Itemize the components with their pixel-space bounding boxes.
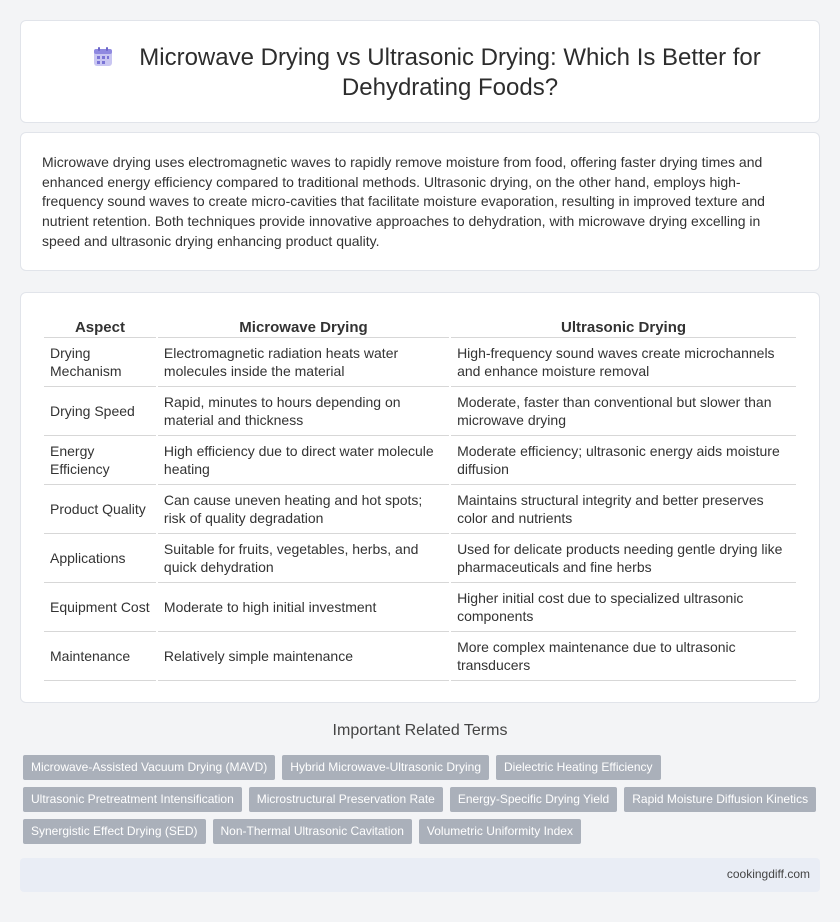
- comparison-card: [20, 292, 820, 703]
- intro-paragraph: Microwave drying uses electromagnetic waves to rapidly remove moisture from food, offering faster drying times and enhanced energy efficiency compared to traditional methods. Ultrasonic drying, on the other hand, employs high-frequency sound waves to create micro-cavities that facilitate moisture evaporation, resulting in improved texture and nutrient retention. Both techniques provide innovative approaches to dehydration, with microwave drying excelling in speed and ultrasonic drying enhancing product quality.: [42, 154, 765, 249]
- term-tag[interactable]: Volumetric Uniformity Index: [419, 819, 581, 844]
- row-microwave: Rapid, minutes to hours depending on material and thickness: [158, 387, 449, 436]
- row-microwave: High efficiency due to direct water molecule heating: [158, 436, 449, 485]
- table-row: [44, 485, 796, 534]
- table-header-row: [44, 315, 796, 338]
- row-microwave: Suitable for fruits, vegetables, herbs, and quick dehydration: [158, 534, 449, 583]
- term-tag[interactable]: Microstructural Preservation Rate: [249, 787, 443, 812]
- row-ultrasonic: Moderate, faster than conventional but slower than microwave drying: [451, 387, 796, 436]
- row-microwave: Relatively simple maintenance: [158, 632, 449, 681]
- table-row: [44, 338, 796, 387]
- table-row: [44, 387, 796, 436]
- table-row: [44, 632, 796, 681]
- row-ultrasonic: Moderate efficiency; ultrasonic energy aids moisture diffusion: [451, 436, 796, 485]
- term-tag[interactable]: Non-Thermal Ultrasonic Cavitation: [213, 819, 412, 844]
- row-aspect: Applications: [44, 534, 156, 583]
- footer-site-link[interactable]: cookingdiff.com: [726, 867, 810, 881]
- header-aspect: Aspect: [44, 315, 156, 338]
- page-title: Microwave Drying vs Ultrasonic Drying: Which Is Better for Dehydrating Foods?: [139, 44, 761, 101]
- row-aspect: Drying Speed: [44, 387, 156, 436]
- title-card: [20, 20, 820, 123]
- header-ultrasonic: Ultrasonic Drying: [451, 315, 796, 338]
- table-row: [44, 534, 796, 583]
- header-microwave: Microwave Drying: [158, 315, 449, 338]
- row-aspect: Product Quality: [44, 485, 156, 534]
- row-ultrasonic: Used for delicate products needing gentle drying like pharmaceuticals and fine herbs: [451, 534, 796, 583]
- row-microwave: Moderate to high initial investment: [158, 583, 449, 632]
- row-ultrasonic: Higher initial cost due to specialized ultrasonic components: [451, 583, 796, 632]
- term-tag[interactable]: Rapid Moisture Diffusion Kinetics: [624, 787, 816, 812]
- intro-card: [20, 132, 820, 271]
- row-microwave: Electromagnetic radiation heats water molecules inside the material: [158, 338, 449, 387]
- term-tag[interactable]: Dielectric Heating Efficiency: [496, 755, 661, 780]
- row-ultrasonic: High-frequency sound waves create microchannels and enhance moisture removal: [451, 338, 796, 387]
- term-tag[interactable]: Synergistic Effect Drying (SED): [23, 819, 206, 844]
- term-tag[interactable]: Ultrasonic Pretreatment Intensification: [23, 787, 242, 812]
- terms-row: [23, 755, 661, 780]
- row-microwave: Can cause uneven heating and hot spots; risk of quality degradation: [158, 485, 449, 534]
- comparison-table: [42, 315, 798, 681]
- term-tag[interactable]: Microwave-Assisted Vacuum Drying (MAVD): [23, 755, 275, 780]
- table-row: [44, 436, 796, 485]
- term-tag[interactable]: Hybrid Microwave-Ultrasonic Drying: [282, 755, 489, 780]
- row-aspect: Maintenance: [44, 632, 156, 681]
- terms-row: [23, 819, 581, 844]
- row-ultrasonic: Maintains structural integrity and better preserves color and nutrients: [451, 485, 796, 534]
- related-terms-heading: Important Related Terms: [332, 722, 508, 739]
- terms-row: [23, 787, 816, 812]
- row-aspect: Drying Mechanism: [44, 338, 156, 387]
- row-aspect: Equipment Cost: [44, 583, 156, 632]
- table-row: [44, 583, 796, 632]
- row-aspect: Energy Efficiency: [44, 436, 156, 485]
- row-ultrasonic: More complex maintenance due to ultrasonic transducers: [451, 632, 796, 681]
- footer: [20, 858, 820, 892]
- term-tag[interactable]: Energy-Specific Drying Yield: [450, 787, 617, 812]
